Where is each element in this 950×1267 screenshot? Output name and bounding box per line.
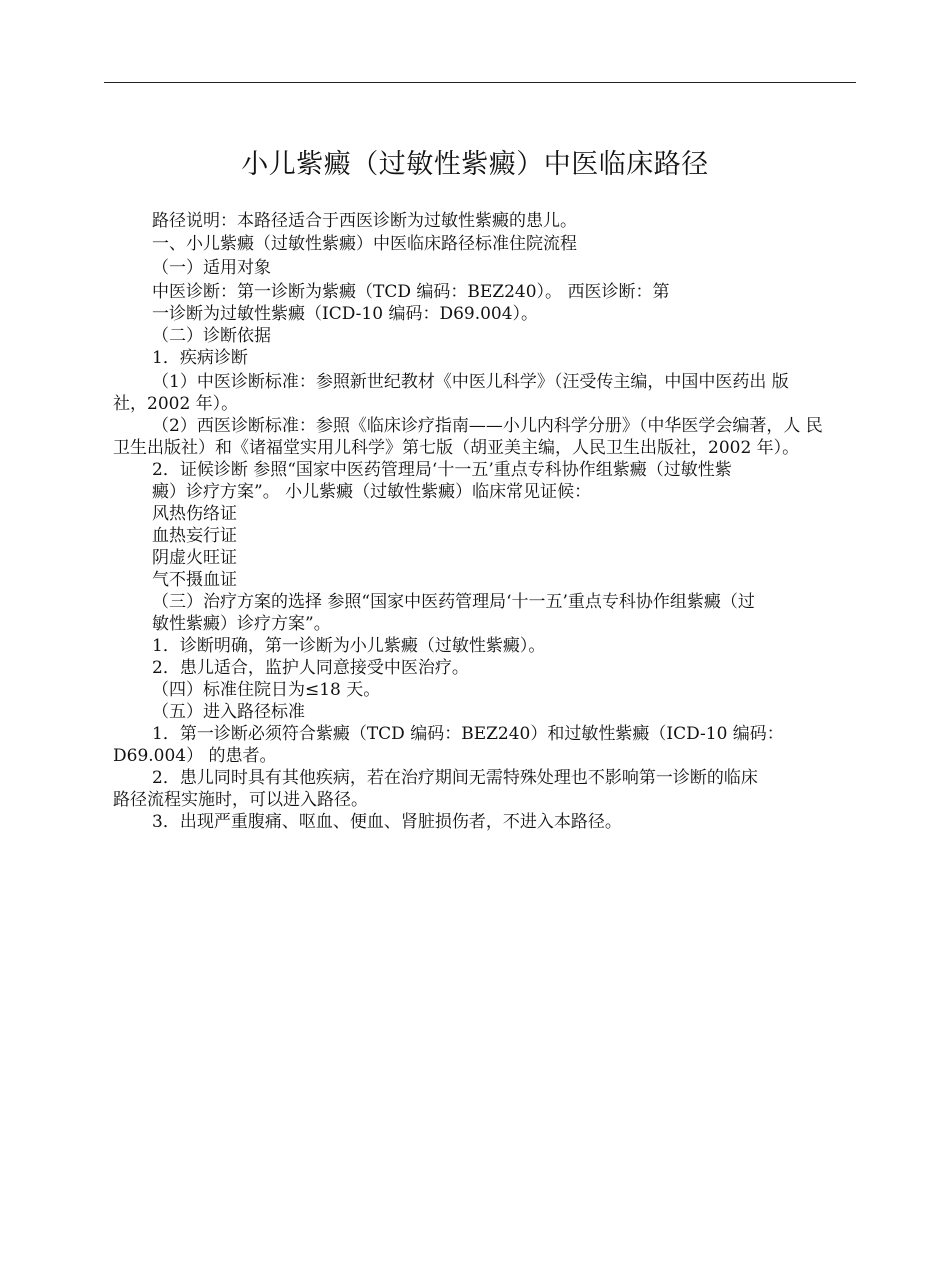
- subsection-heading: （五）进入路径标准: [152, 702, 305, 722]
- paragraph-line: 癜）诊疗方案”。 小儿紫癜（过敏性紫癜）临床常见证候：: [152, 482, 592, 502]
- paragraph-line: 路径流程实施时，可以进入路径。: [113, 790, 368, 810]
- list-item: 阴虚火旺证: [152, 548, 237, 568]
- paragraph-line: 社，2002 年）。: [113, 394, 239, 414]
- page-title: 小儿紫癜（过敏性紫癜）中医临床路径: [241, 149, 709, 180]
- list-item: 风热伤络证: [152, 504, 237, 524]
- paragraph-line: 一诊断为过敏性紫癜（ICD-10 编码：D69.004）。: [152, 304, 539, 324]
- paragraph-line: 1．疾病诊断: [152, 348, 248, 368]
- paragraph-line: 中医诊断：第一诊断为紫癜（TCD 编码：BEZ240）。 西医诊断：第: [152, 282, 670, 302]
- paragraph-line: 1．第一诊断必须符合紫癜（TCD 编码：BEZ240）和过敏性紫癜（ICD-10 编码：: [152, 724, 784, 744]
- paragraph-line: 2．患儿同时具有其他疾病，若在治疗期间无需特殊处理也不影响第一诊断的临床: [152, 768, 758, 788]
- section-heading-1: 一、小儿紫癜（过敏性紫癜）中医临床路径标准住院流程: [152, 234, 577, 254]
- paragraph-line: （2）西医诊断标准：参照《临床诊疗指南——小儿内科学分册》（中华医学会编著，人 民: [152, 416, 823, 436]
- paragraph-line: 敏性紫癜）诊疗方案”。: [152, 614, 331, 634]
- paragraph-line: 3．出现严重腹痛、呕血、便血、肾脏损伤者，不进入本路径。: [152, 812, 622, 832]
- path-description: 路径说明：本路径适合于西医诊断为过敏性紫癜的患儿。: [152, 211, 577, 231]
- header-rule: [104, 82, 856, 83]
- paragraph-line: D69.004） 的患者。: [113, 746, 277, 766]
- subsection-heading: （三）治疗方案的选择 参照“国家中医药管理局‘十一五’重点专科协作组紫癜（过: [152, 592, 755, 612]
- paragraph-line: 卫生出版社）和《诸福堂实用儿科学》第七版（胡亚美主编，人民卫生出版社，2002 年）。: [113, 438, 800, 458]
- paragraph-line: 1．诊断明确，第一诊断为小儿紫癜（过敏性紫癜）。: [152, 636, 546, 656]
- paragraph-line: 2．证候诊断 参照“国家中医药管理局‘十一五’重点专科协作组紫癜（过敏性紫: [152, 460, 732, 480]
- subsection-heading: （一）适用对象: [152, 258, 271, 278]
- paragraph-line: （1）中医诊断标准：参照新世纪教材《中医儿科学》（汪受传主编，中国中医药出 版: [152, 372, 789, 392]
- paragraph-line: 2．患儿适合，监护人同意接受中医治疗。: [152, 658, 469, 678]
- subsection-heading: （四）标准住院日为≤18 天。: [152, 680, 381, 700]
- subsection-heading: （二）诊断依据: [152, 326, 271, 346]
- list-item: 血热妄行证: [152, 526, 237, 546]
- list-item: 气不摄血证: [152, 570, 237, 590]
